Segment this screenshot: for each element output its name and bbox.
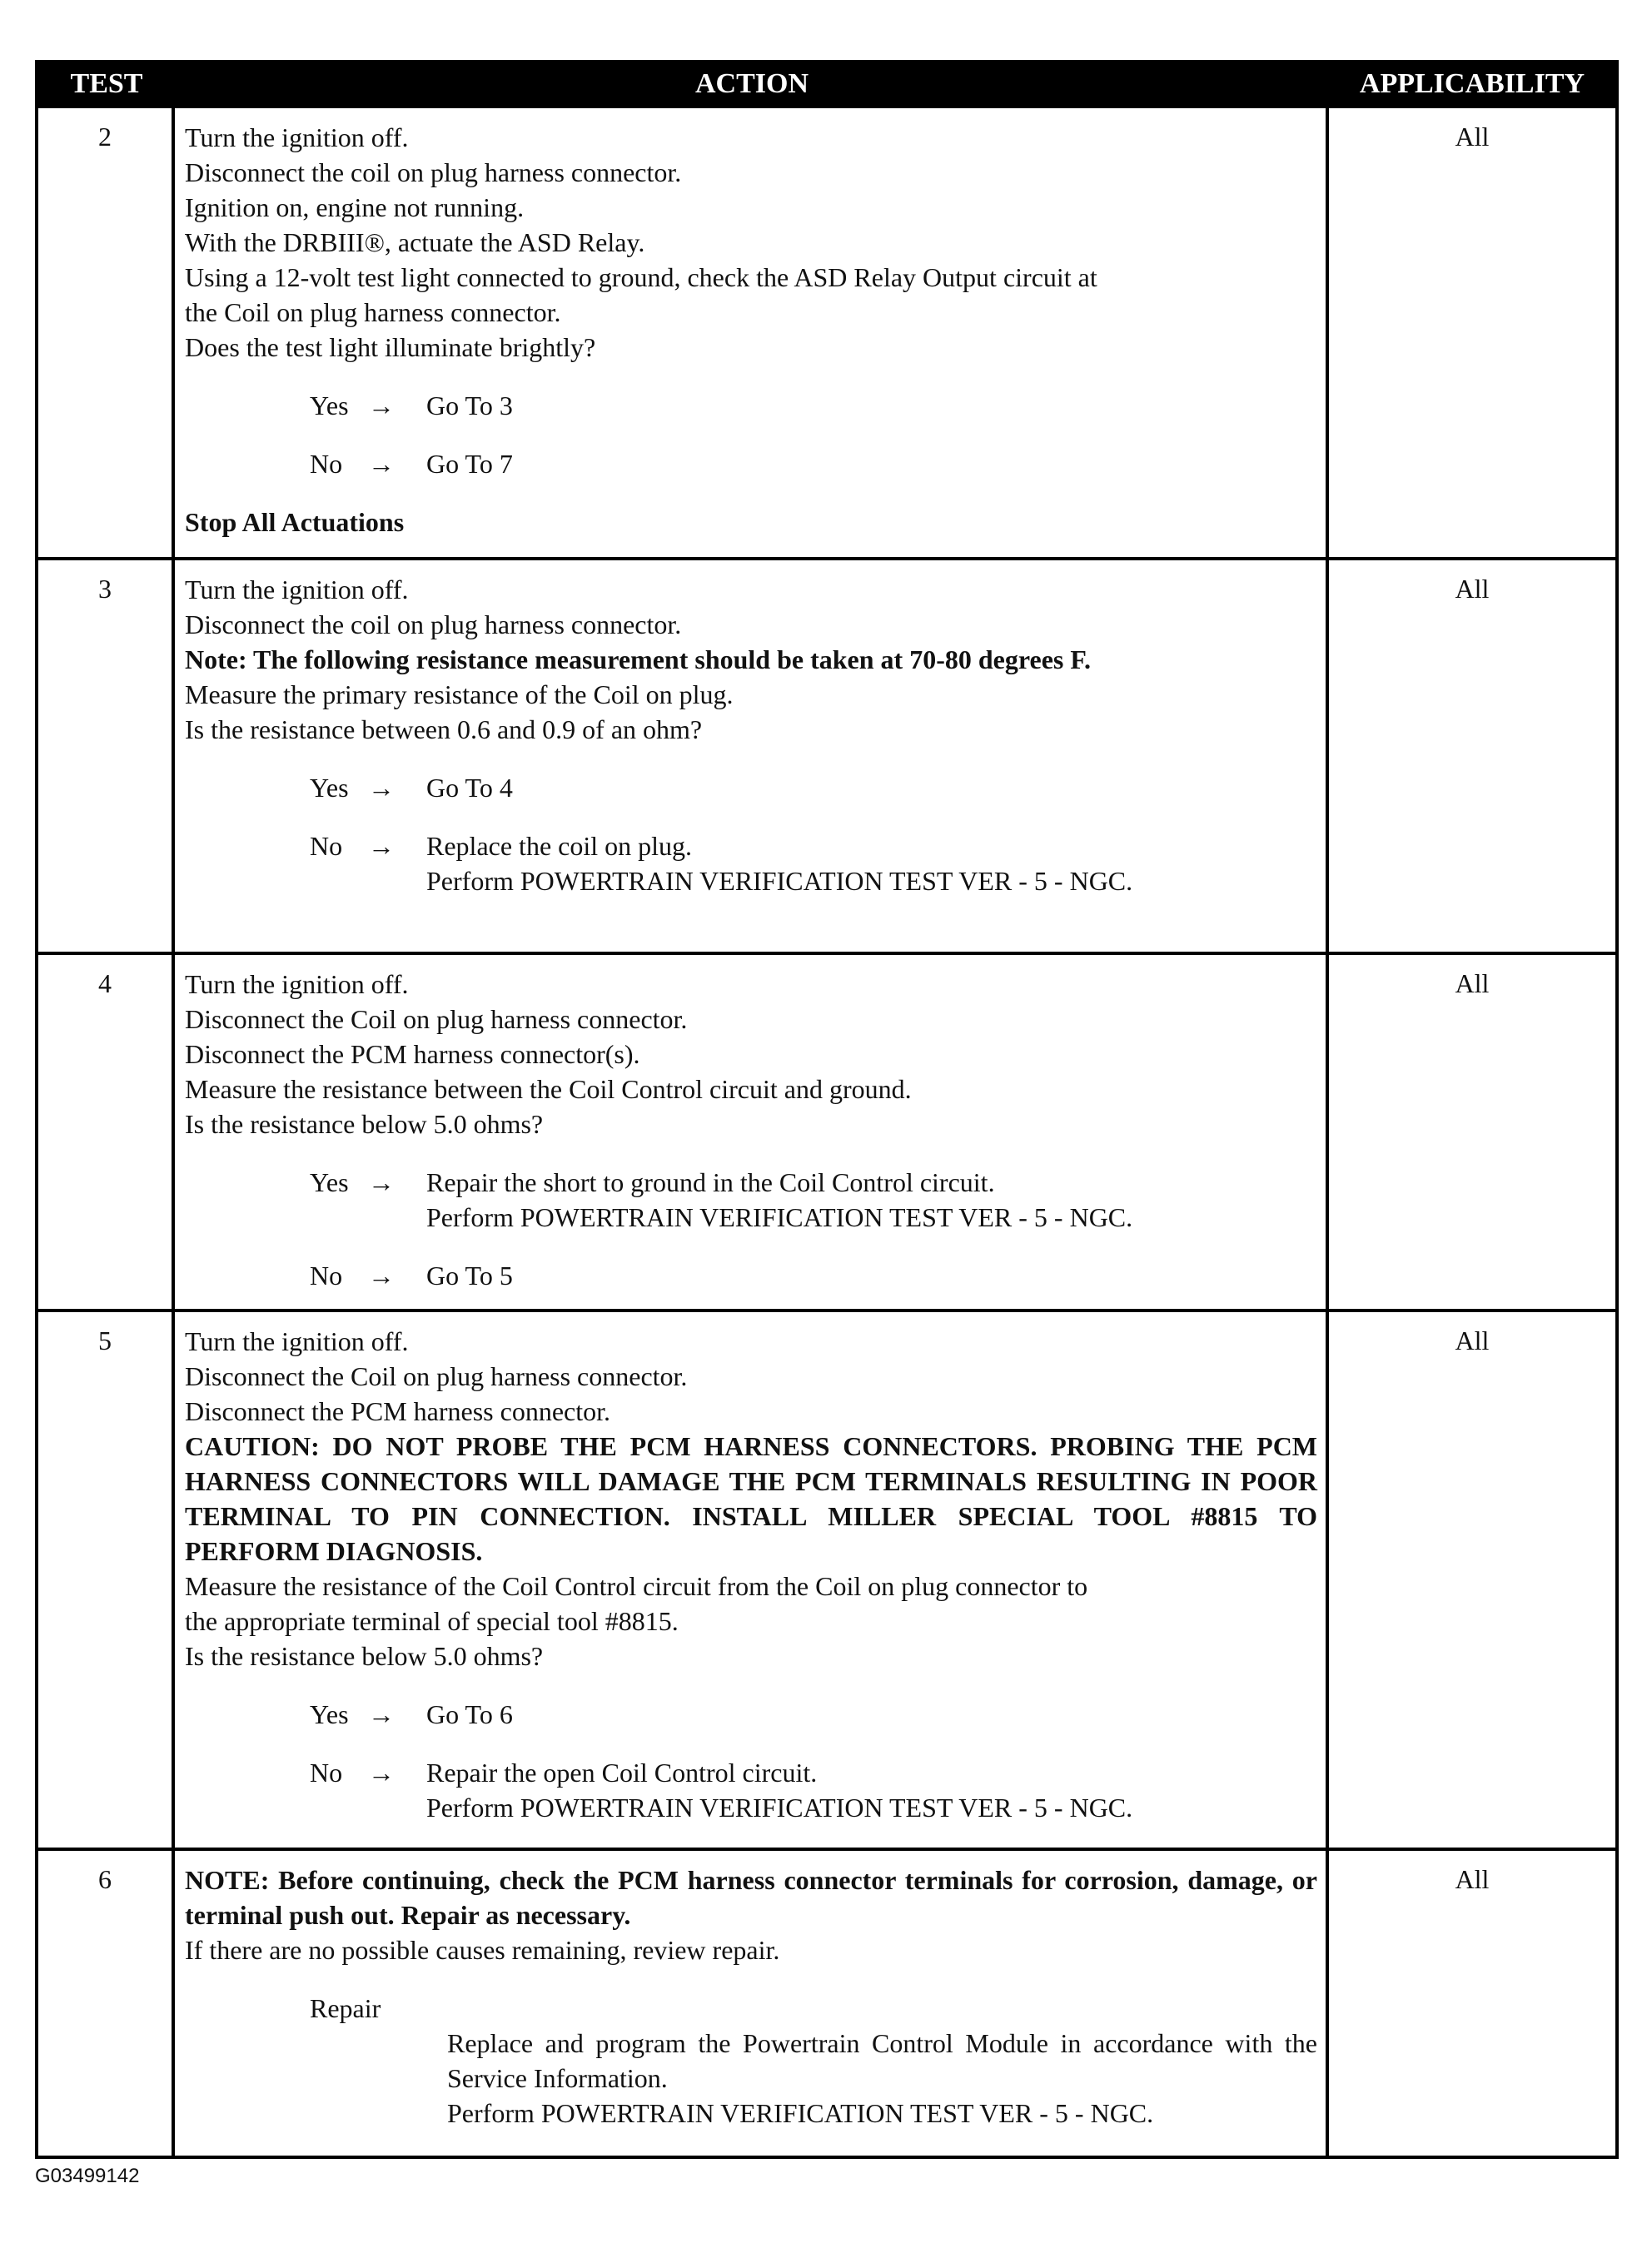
action-line: Turn the ignition off.: [185, 122, 409, 152]
table-row: [38, 105, 1615, 557]
arrow-icon: →: [368, 773, 395, 803]
option-yes: [310, 1165, 1317, 1235]
action-line: Disconnect the PCM harness connector(s).: [185, 1039, 640, 1069]
action-line: Measure the resistance between the Coil Control circuit and ground.: [185, 1074, 912, 1104]
result-line: Go To 3: [426, 390, 513, 420]
action-cell: [175, 1851, 1329, 2156]
arrow-icon: →: [368, 390, 395, 420]
arrow-icon: →: [368, 1758, 395, 1788]
table-row: [38, 952, 1615, 1309]
action-line: Turn the ignition off.: [185, 1326, 409, 1356]
result-line: Go To 7: [426, 449, 513, 479]
test-number: 5: [38, 1312, 175, 1848]
option-result: [426, 1755, 1317, 1825]
option-result: [426, 828, 1317, 898]
applicability-value: All: [1455, 1864, 1490, 1894]
action-line: Does the test light illuminate brightly?: [185, 332, 596, 362]
option-label: No: [310, 1261, 343, 1291]
arrow-icon: →: [368, 1167, 395, 1197]
arrow-icon: →: [368, 1699, 395, 1729]
test-number: 6: [38, 1851, 175, 2156]
action-line: Disconnect the coil on plug harness connector.: [185, 609, 682, 639]
test-number: 4: [38, 955, 175, 1309]
option-no: [310, 1755, 1317, 1825]
figure-code: G03499142: [35, 2165, 140, 2187]
action-line: Disconnect the Coil on plug harness connector.: [185, 1004, 688, 1034]
action-cell: [175, 1312, 1329, 1848]
option-result: [426, 1258, 1317, 1293]
result-line: Replace the coil on plug.: [426, 831, 693, 861]
result-line: Perform POWERTRAIN VERIFICATION TEST VER - 5 - NGC.: [426, 1793, 1133, 1823]
option-result: [426, 1697, 1317, 1732]
repair-instructions: [447, 2026, 1317, 2131]
option-yes: [310, 770, 1317, 805]
action-line: With the DRBIII®, actuate the ASD Relay.: [185, 227, 645, 257]
result-line: Repair the open Coil Control circuit.: [426, 1758, 818, 1788]
applicability-value: All: [1455, 122, 1490, 152]
option-label: No: [310, 449, 343, 479]
repair-line: Perform POWERTRAIN VERIFICATION TEST VER - 5 - NGC.: [447, 2098, 1154, 2128]
applicability-value: All: [1455, 574, 1490, 604]
option-label: No: [310, 831, 343, 861]
option-no: [310, 1258, 1317, 1293]
action-line: Using a 12-volt test light connected to ground, check the ASD Relay Output circuit at: [185, 262, 1097, 292]
action-line: Is the resistance between 0.6 and 0.9 of an ohm?: [185, 714, 703, 744]
action-line: Turn the ignition off.: [185, 574, 409, 604]
action-cell: [175, 955, 1329, 1309]
option-result: [426, 446, 1317, 481]
applicability-value: All: [1455, 1325, 1490, 1355]
action-line: the Coil on plug harness connector.: [185, 297, 561, 327]
option-yes: [310, 388, 1317, 423]
table-header: [38, 63, 1615, 105]
repair-line: Replace and program the Powertrain Control Module in accordance with the Service Information.: [447, 2028, 1317, 2093]
test-number: 3: [38, 560, 175, 952]
result-line: Go To 6: [426, 1699, 513, 1729]
result-line: Perform POWERTRAIN VERIFICATION TEST VER - 5 - NGC.: [426, 1202, 1133, 1232]
option-yes: [310, 1697, 1317, 1732]
option-label: Yes: [310, 390, 349, 420]
table-row: [38, 1848, 1615, 2156]
repair-label: Repair: [310, 1993, 381, 2023]
result-line: Go To 5: [426, 1261, 513, 1291]
option-label: Yes: [310, 1167, 349, 1197]
action-line: Disconnect the Coil on plug harness connector.: [185, 1361, 688, 1391]
arrow-icon: →: [368, 831, 395, 861]
action-cell: [175, 560, 1329, 952]
header-applicability: APPLICABILITY: [1359, 68, 1585, 99]
action-line: Turn the ignition off.: [185, 969, 409, 999]
result-line: Go To 4: [426, 773, 513, 803]
diagnostic-test-table: [35, 60, 1619, 2159]
action-line: Measure the primary resistance of the Coil on plug.: [185, 679, 734, 709]
action-line: If there are no possible causes remaining, review repair.: [185, 1935, 780, 1965]
action-cell: [175, 108, 1329, 557]
option-label: Yes: [310, 773, 349, 803]
result-line: Perform POWERTRAIN VERIFICATION TEST VER - 5 - NGC.: [426, 866, 1133, 896]
stop-actuations-note: Stop All Actuations: [185, 507, 405, 537]
table-row: [38, 1309, 1615, 1848]
option-label: No: [310, 1758, 343, 1788]
action-line: Is the resistance below 5.0 ohms?: [185, 1109, 544, 1139]
option-result: [426, 388, 1317, 423]
option-no: [310, 828, 1317, 898]
action-line: Measure the resistance of the Coil Control circuit from the Coil on plug connector to: [185, 1571, 1088, 1601]
pcm-terminal-note: NOTE: Before continuing, check the PCM harness connector terminals for corrosion, damage, or terminal push out. Repair as necessary.: [185, 1865, 1317, 1930]
header-test: TEST: [70, 68, 143, 99]
action-line: Is the resistance below 5.0 ohms?: [185, 1641, 544, 1671]
option-label: Yes: [310, 1699, 349, 1729]
option-no: [310, 446, 1317, 481]
caution-note: CAUTION: DO NOT PROBE THE PCM HARNESS CONNECTORS. PROBING THE PCM HARNESS CONNECTORS WILL DAMAGE THE PCM TERMINALS RESULTING IN POOR TERMINAL TO PIN CONNECTION. INSTALL MILLER SPECIAL TOOL #8815 TO PERFORM DIAGNOSIS.: [185, 1431, 1317, 1566]
option-result: [426, 770, 1317, 805]
option-result: [426, 1165, 1317, 1235]
action-line: Disconnect the coil on plug harness connector.: [185, 157, 682, 187]
action-line: Disconnect the PCM harness connector.: [185, 1396, 610, 1426]
result-line: Repair the short to ground in the Coil Control circuit.: [426, 1167, 995, 1197]
test-number: 2: [38, 108, 175, 557]
arrow-icon: →: [368, 449, 395, 479]
table-row: [38, 557, 1615, 952]
action-line: the appropriate terminal of special tool #8815.: [185, 1606, 679, 1636]
header-action: ACTION: [694, 68, 809, 99]
applicability-value: All: [1455, 968, 1490, 998]
arrow-icon: →: [368, 1261, 395, 1291]
action-line: Ignition on, engine not running.: [185, 192, 525, 222]
resistance-note: Note: The following resistance measurement should be taken at 70-80 degrees F.: [185, 644, 1091, 674]
